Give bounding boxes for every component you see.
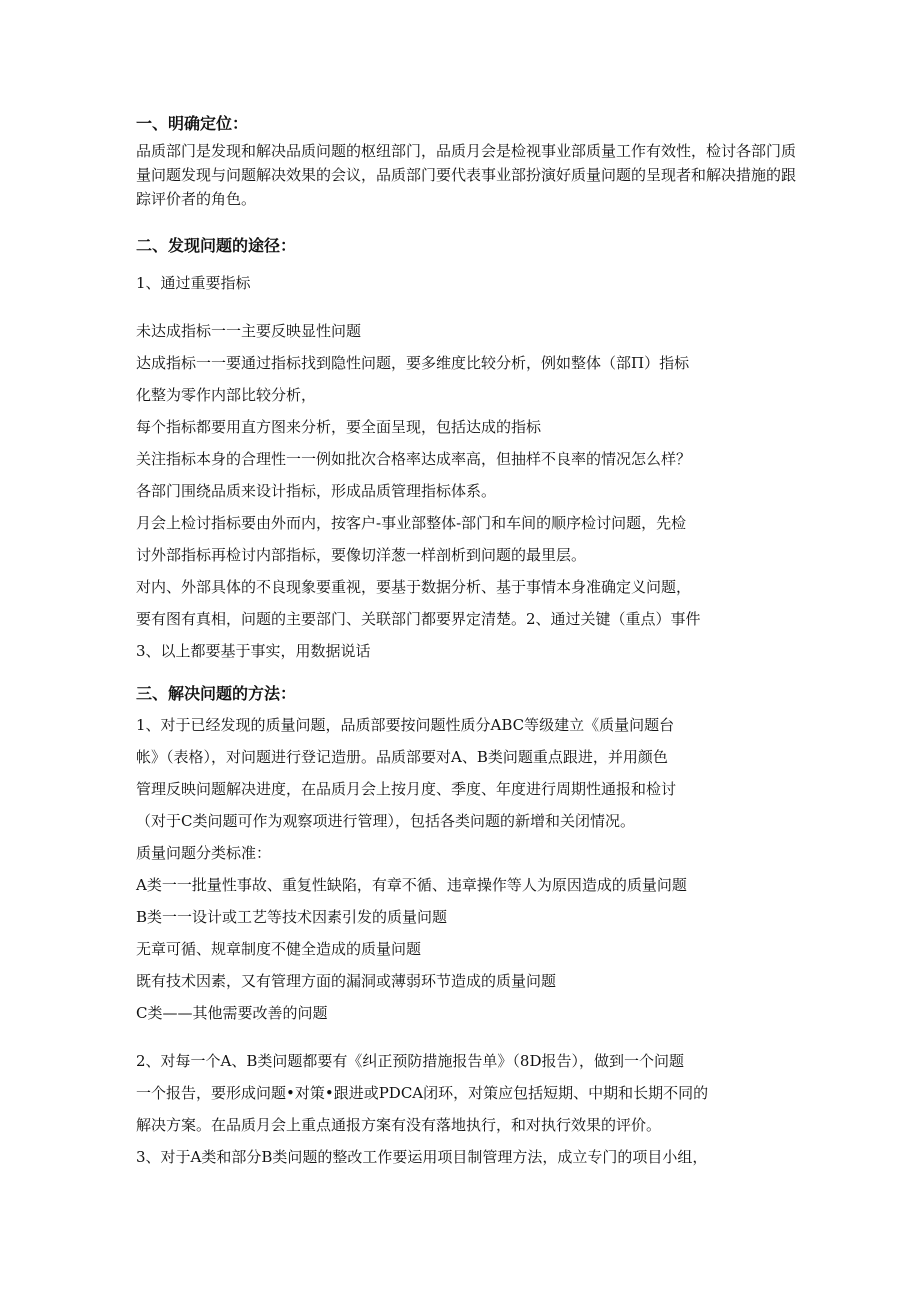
section3-line: （对于C类问题可作为观察项进行管理），包括各类问题的新增和关闭情况。	[136, 812, 635, 830]
section3-line: 质量问题分类标准：	[136, 844, 272, 862]
section2-heading: 二、发现问题的途径：	[136, 236, 297, 255]
section3-line: 无章可循、规章制度不健全造成的质量问题	[136, 940, 422, 958]
section3-heading: 三、解决问题的方法：	[136, 684, 297, 703]
section2-line: 月会上检讨指标要由外而内，按客户-事业部整体-部门和车间的顺序检讨问题，先检	[136, 514, 687, 532]
section3-line: 3、对于A类和部分B类问题的整改工作要运用项目制管理方法，成立专门的项目小组，	[136, 1148, 708, 1166]
section2-line: 关注指标本身的合理性一一例如批次合格率达成率高，但抽样不良率的情况怎么样？	[136, 450, 692, 468]
section1-heading: 一、明确定位：	[136, 114, 249, 133]
section3-line: 2、对每一个A、B类问题都要有《纠正预防措施报告单》（8D报告），做到一个问题	[136, 1052, 684, 1070]
section3-line: C类——其他需要改善的问题	[136, 1004, 328, 1022]
section3-line: A类一一批量性事故、重复性缺陷，有章不循、违章操作等人为原因造成的质量问题	[136, 876, 687, 894]
document-page	[136, 113, 796, 1173]
section2-item1: 1、通过重要指标	[136, 274, 251, 292]
section2-line: 对内、外部具体的不良现象要重视，要基于数据分析、基于事情本身准确定义问题，	[136, 578, 692, 596]
section3-line: B类一一设计或工艺等技术因素引发的质量问题	[136, 908, 448, 926]
section2-line: 未达成指标一一主要反映显性问题	[136, 322, 362, 340]
section3-line: 解决方案。在品质月会上重点通报方案有没有落地执行，和对执行效果的评价。	[136, 1116, 662, 1134]
section3-line: 管理反映问题解决进度，在品质月会上按月度、季度、年度进行周期性通报和检讨	[136, 780, 677, 798]
section2-line: 化整为零作内部比较分析，	[136, 386, 317, 404]
section3-line: 一个报告，要形成问题•对策•跟进或PDCA闭环，对策应包括短期、中期和长期不同的	[136, 1084, 709, 1102]
section3-line: 1、对于已经发现的质量问题，品质部要按问题性质分ABC等级建立《质量问题台	[136, 716, 675, 734]
section2-line: 要有图有真相，问题的主要部门、关联部门都要界定清楚。2、通过关键（重点）事件	[136, 610, 701, 628]
section2-lines	[136, 315, 796, 667]
section3-lines	[136, 709, 796, 1029]
section2-line: 达成指标一一要通过指标找到隐性问题，要多维度比较分析，例如整体（部Π）指标	[136, 354, 690, 372]
section1-paragraph: 品质部门是发现和解决品质问题的枢纽部门，品质月会是检视事业部质量工作有效性，检讨各部门质量问题发现与问题解决效果的会议，品质部门要代表事业部扮演好质量问题的呈现者和解决措施的跟踪评价者的角色。	[136, 142, 797, 208]
section2-line: 每个指标都要用直方图来分析，要全面呈现，包括达成的指标	[136, 418, 542, 436]
section3-line: 既有技术因素，又有管理方面的漏洞或薄弱环节造成的质量问题	[136, 972, 557, 990]
section3-lines-2	[136, 1045, 796, 1173]
section2-line: 3、以上都要基于事实，用数据说话	[136, 642, 371, 660]
section3-line: 帐》（表格），对问题进行登记造册。品质部要对A、B类问题重点跟进，并用颜色	[136, 748, 668, 766]
section2-line: 各部门围绕品质来设计指标，形成品质管理指标体系。	[136, 482, 497, 500]
section2-line: 讨外部指标再检讨内部指标，要像切洋葱一样剖析到问题的最里层。	[136, 546, 587, 564]
